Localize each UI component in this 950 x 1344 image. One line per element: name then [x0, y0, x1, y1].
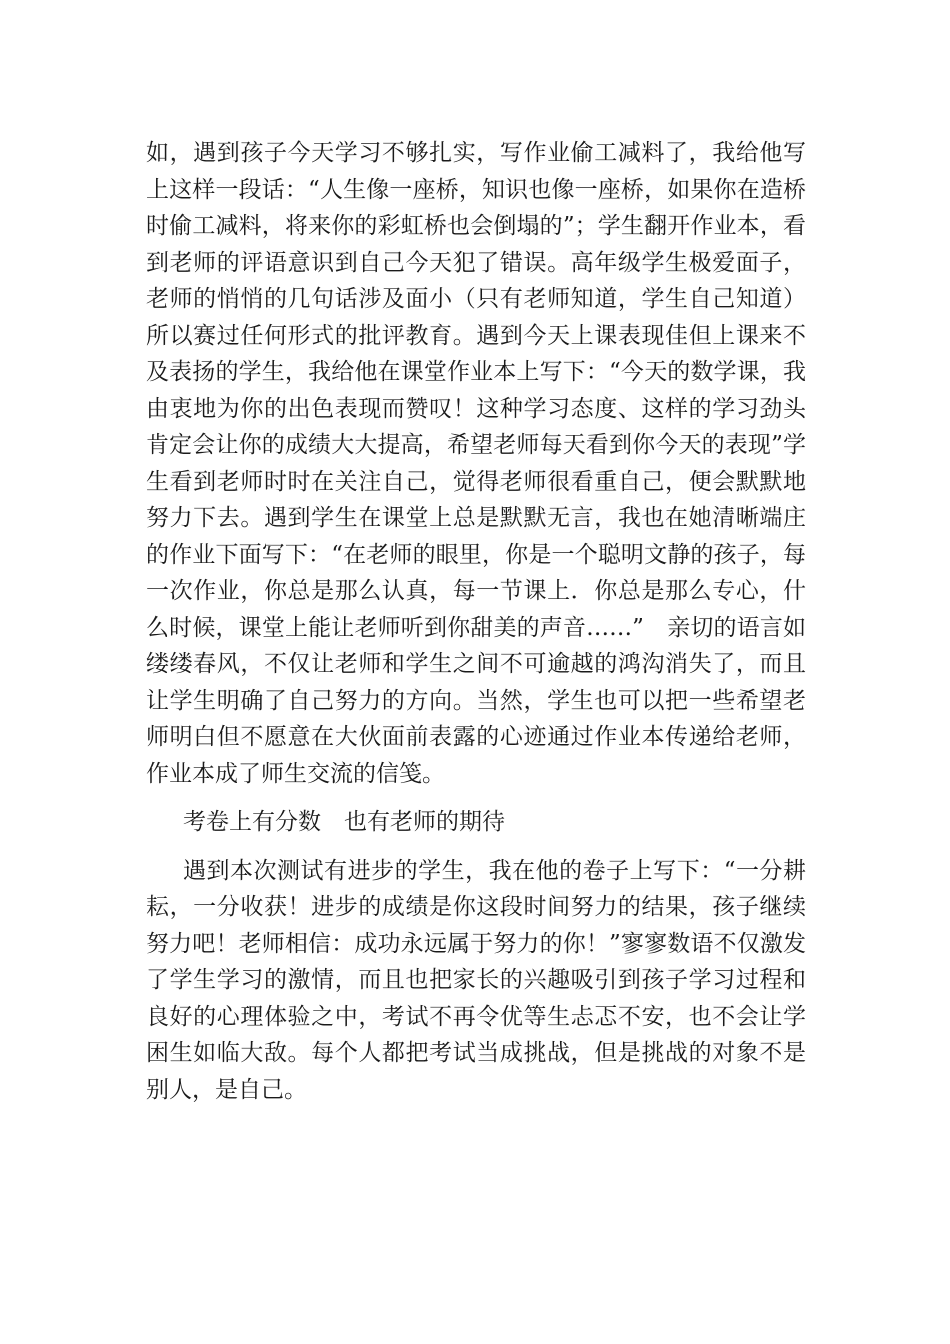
document-body [146, 135, 806, 1108]
body-paragraph-2: 遇到本次测试有进步的学生，我在他的卷子上写下：“一分耕耘，一分收获！进步的成绩是你这段时间努力的结果，孩子继续努力吧！老师相信：成功永远属于努力的你！”寥寥数语不仅激发了学生学习的激情，而且也把家长的兴趣吸引到孩子学习过程和良好的心理体验之中，考试不再令优等生忐忑不安，也不会让学困生如临大敌。每个人都把考试当成挑战，但是挑战的对象不是别人，是自己。 [146, 857, 806, 1103]
body-paragraph-1: 如，遇到孩子今天学习不够扎实，写作业偷工减料了，我给他写上这样一段话：“人生像一座桥，知识也像一座桥，如果你在造桥时偷工减料，将来你的彩虹桥也会倒塌的”；学生翻开作业本，看到老师的评语意识到自己今天犯了错误。高年级学生极爱面子，老师的悄悄的几句话涉及面小（只有老师知道，学生自己知道）所以赛过任何形式的批评教育。遇到今天上课表现佳但上课来不及表扬的学生，我给他在课堂作业本上写下：“今天的数学课，我由衷地为你的出色表现而赞叹！这种学习态度、这样的学习劲头肯定会让你的成绩大大提高，希望老师每天看到你今天的表现”学生看到老师时时在关注自己，觉得老师很看重自己，便会默默地努力下去。遇到学生在课堂上总是默默无言，我也在她清晰端庄的作业下面写下：“在老师的眼里，你是一个聪明文静的孩子，每一次作业，你总是那么认真，每一节课上．你总是那么专心，什么时候，课堂上能让老师听到你甜美的声音……” 亲切的语言如缕缕春风，不仅让老师和学生之间不可逾越的鸿沟消失了，而且让学生明确了自己努力的方向。当然，学生也可以把一些希望老师明白但不愿意在大伙面前表露的心迹通过作业本传递给老师，作业本成了师生交流的信笺。 [146, 140, 806, 787]
section-heading: 考卷上有分数 也有老师的期待 [183, 809, 505, 835]
